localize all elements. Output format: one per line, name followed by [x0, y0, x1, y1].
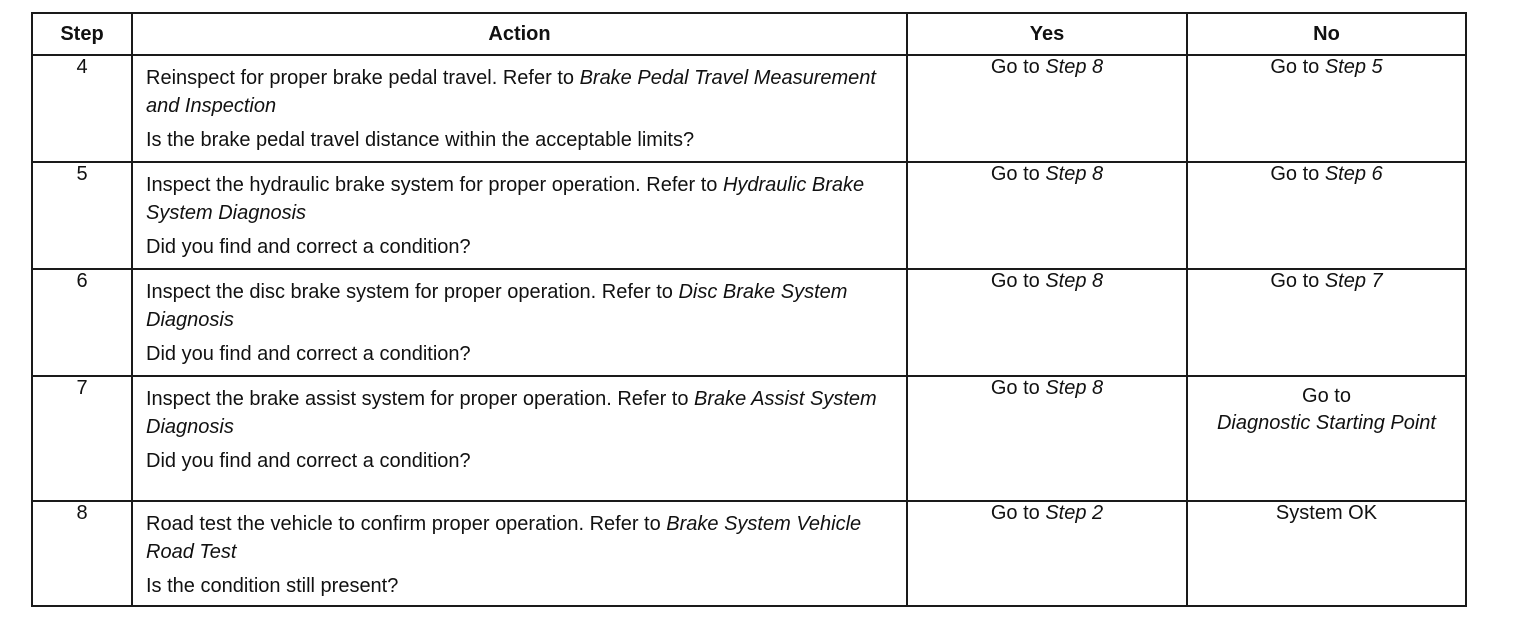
- action-reference: Brake System Vehicle Road Test: [146, 513, 862, 563]
- no-prefix: Go to: [1302, 385, 1351, 407]
- action-reference: Disc Brake System Diagnosis: [146, 281, 848, 331]
- yes-prefix: Go to: [990, 163, 1046, 185]
- action-text: Reinspect for proper brake pedal travel. Refer to: [146, 67, 580, 89]
- yes-cell: [907, 376, 1187, 501]
- yes-prefix: Go to: [990, 377, 1046, 399]
- no-step-link[interactable]: Diagnostic Starting Point: [1216, 412, 1436, 434]
- no-result: System OK: [1275, 502, 1378, 524]
- action-question: Did you find and correct a condition?: [146, 236, 471, 258]
- action-cell: [132, 162, 907, 269]
- header-step: Step: [32, 13, 132, 55]
- diagnostic-table: [31, 12, 1467, 607]
- no-step-link[interactable]: Step 7: [1324, 270, 1383, 292]
- action-cell: [132, 501, 907, 606]
- table-row: [32, 162, 1466, 269]
- yes-step-link[interactable]: Step 8: [1045, 270, 1104, 292]
- no-cell: [1187, 376, 1466, 501]
- header-action: Action: [132, 13, 907, 55]
- no-cell: [1187, 162, 1466, 269]
- action-instruction: [146, 385, 906, 441]
- step-number: 4: [32, 55, 132, 162]
- action-instruction: [146, 64, 906, 120]
- header-yes: Yes: [907, 13, 1187, 55]
- step-number: 7: [32, 376, 132, 501]
- action-reference: Hydraulic Brake System Diagnosis: [146, 174, 865, 224]
- step-number: 8: [32, 501, 132, 606]
- yes-prefix: Go to: [990, 56, 1046, 78]
- action-question: Is the brake pedal travel distance within the acceptable limits?: [146, 129, 695, 151]
- action-question: Did you find and correct a condition?: [146, 450, 471, 472]
- yes-cell: [907, 55, 1187, 162]
- no-prefix: Go to: [1270, 56, 1325, 78]
- step-number: 6: [32, 269, 132, 376]
- action-text: Inspect the brake assist system for proper operation. Refer to: [146, 388, 695, 410]
- yes-step-link[interactable]: Step 8: [1045, 56, 1104, 78]
- yes-prefix: Go to: [990, 502, 1046, 524]
- action-instruction: [146, 510, 906, 566]
- no-cell: [1187, 55, 1466, 162]
- yes-cell: [907, 162, 1187, 269]
- table-row: [32, 376, 1466, 501]
- no-cell: [1187, 269, 1466, 376]
- yes-step-link[interactable]: Step 8: [1045, 163, 1104, 185]
- action-instruction: [146, 278, 906, 334]
- action-reference: Brake Assist System Diagnosis: [146, 388, 877, 438]
- action-cell: [132, 269, 907, 376]
- action-text: Inspect the disc brake system for proper operation. Refer to: [146, 281, 679, 303]
- table-row: [32, 269, 1466, 376]
- yes-prefix: Go to: [990, 270, 1046, 292]
- yes-step-link[interactable]: Step 8: [1045, 377, 1104, 399]
- action-cell: [132, 55, 907, 162]
- yes-cell: [907, 501, 1187, 606]
- header-row: [32, 13, 1466, 55]
- table-row: [32, 55, 1466, 162]
- header-no: No: [1187, 13, 1466, 55]
- table-row: [32, 501, 1466, 606]
- yes-cell: [907, 269, 1187, 376]
- yes-step-link[interactable]: Step 2: [1045, 502, 1104, 524]
- no-cell: [1187, 501, 1466, 606]
- no-prefix: Go to: [1270, 270, 1325, 292]
- no-step-link[interactable]: Step 6: [1324, 163, 1383, 185]
- step-number: 5: [32, 162, 132, 269]
- action-question: Is the condition still present?: [146, 575, 399, 597]
- action-question: Did you find and correct a condition?: [146, 343, 471, 365]
- action-cell: [132, 376, 907, 501]
- no-prefix: Go to: [1270, 163, 1325, 185]
- action-instruction: [146, 171, 906, 227]
- action-reference: Brake Pedal Travel Measurement and Inspection: [146, 67, 876, 117]
- action-text: Inspect the hydraulic brake system for proper operation. Refer to: [146, 174, 723, 196]
- no-step-link[interactable]: Step 5: [1324, 56, 1383, 78]
- action-text: Road test the vehicle to confirm proper operation. Refer to: [146, 513, 667, 535]
